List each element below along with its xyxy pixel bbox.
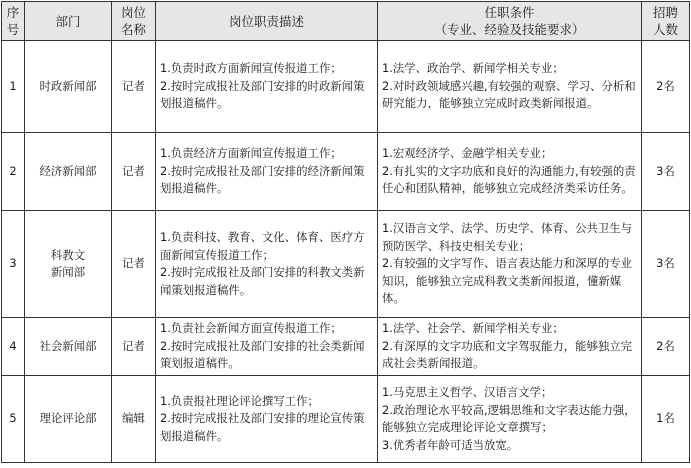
table-row (2, 133, 690, 211)
cell-seq: 3 (2, 211, 25, 318)
recruitment-table (1, 1, 690, 463)
cell-post: 编辑 (112, 376, 156, 463)
cell-count: 2名 (642, 41, 690, 133)
header-requirements: 任职条件 （专业、经验及技能要求） (378, 2, 642, 41)
header-duties: 岗位职责描述 (156, 2, 378, 41)
cell-requirements: 1.马克思主义哲学、汉语言文学； 2.政治理论水平较高,逻辑思维和文字表达能力强，能够独立完成理论评论文章撰写； 3.优秀者年龄可适当放宽。 (378, 376, 642, 463)
header-seq: 序 号 (2, 2, 25, 41)
cell-dept: 社会新闻部 (25, 318, 112, 376)
cell-duties: 1.负责社会新闻方面宣传报道工作； 2.按时完成报社及部门安排的社会类新闻策划报道稿件。 (156, 318, 378, 376)
cell-requirements: 1.汉语言文学、法学、历史学、体育、公共卫生与预防医学、科技史相关专业； 2.有较强的文字写作、语言表达能力和深厚的专业知识，能够独立完成科教文类新闻报道，懂新媒体。 (378, 211, 642, 318)
cell-requirements: 1.法学、政治学、新闻学相关专业； 2.对时政领域感兴趣,有较强的观察、学习、分析和研究能力，能够独立完成时政类新闻报道。 (378, 41, 642, 133)
cell-count: 1名 (642, 376, 690, 463)
table-row (2, 318, 690, 376)
cell-requirements: 1.法学、社会学、新闻学相关专业； 2.有深厚的文字功底和文字驾驭能力，能够独立完成社会类新闻报道。 (378, 318, 642, 376)
cell-post: 记者 (112, 318, 156, 376)
cell-dept: 科教文 新闻部 (25, 211, 112, 318)
cell-post: 记者 (112, 41, 156, 133)
cell-count: 2名 (642, 318, 690, 376)
table-row (2, 376, 690, 463)
header-post: 岗位 名称 (112, 2, 156, 41)
header-count: 招聘 人数 (642, 2, 690, 41)
header-dept: 部门 (25, 2, 112, 41)
cell-duties: 1.负责科技、教育、文化、体育、医疗方面新闻宣传报道工作； 2.按时完成报社及部门安排的科教文类新闻策划报道稿件。 (156, 211, 378, 318)
cell-dept: 经济新闻部 (25, 133, 112, 211)
cell-duties: 1.负责报社理论评论撰写工作； 2.按时完成报社及部门安排的理论宣传策划报道稿件。 (156, 376, 378, 463)
cell-duties: 1.负责时政方面新闻宣传报道工作； 2.按时完成报社及部门安排的时政新闻策划报道稿件。 (156, 41, 378, 133)
cell-requirements: 1.宏观经济学、金融学相关专业； 2.有扎实的文字功底和良好的沟通能力,有较强的责任心和团队精神，能够独立完成经济类采访任务。 (378, 133, 642, 211)
table-row (2, 41, 690, 133)
cell-post: 记者 (112, 133, 156, 211)
cell-count: 3名 (642, 211, 690, 318)
cell-seq: 4 (2, 318, 25, 376)
cell-seq: 1 (2, 41, 25, 133)
header-row (2, 2, 690, 41)
cell-dept: 理论评论部 (25, 376, 112, 463)
cell-seq: 5 (2, 376, 25, 463)
cell-seq: 2 (2, 133, 25, 211)
cell-dept: 时政新闻部 (25, 41, 112, 133)
table-row (2, 211, 690, 318)
cell-count: 3名 (642, 133, 690, 211)
cell-post: 记者 (112, 211, 156, 318)
cell-duties: 1.负责经济方面新闻宣传报道工作； 2.按时完成报社及部门安排的经济新闻策划报道稿件。 (156, 133, 378, 211)
